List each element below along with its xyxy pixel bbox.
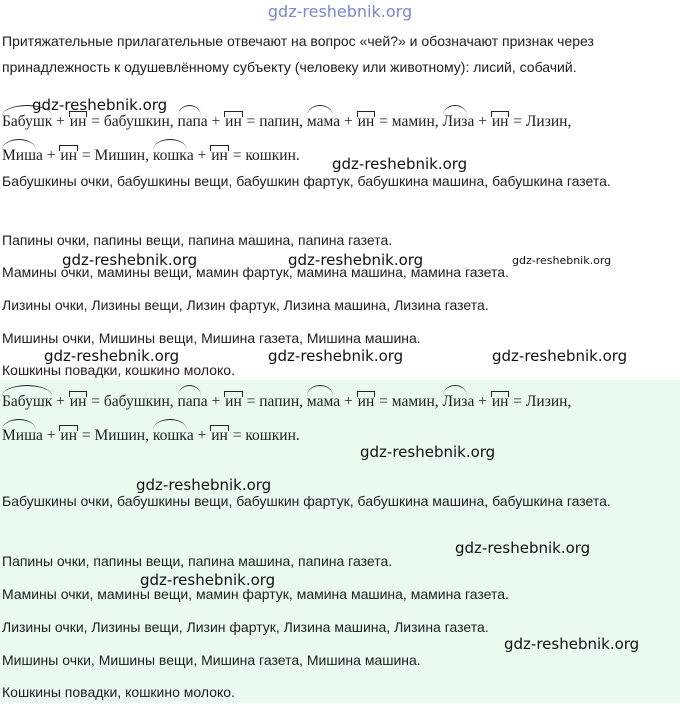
watermark: gdz-reshebnik.org xyxy=(512,254,612,267)
root-mark: мам xyxy=(307,110,333,134)
watermark: gdz-reshebnik.org xyxy=(288,251,424,269)
root-mark: Бабушк xyxy=(2,390,52,414)
site-header[interactable]: gdz-reshebnik.org xyxy=(267,2,413,21)
suffix-mark: ин xyxy=(491,110,510,134)
watermark: gdz-reshebnik.org xyxy=(62,251,198,269)
suffix-mark: ин xyxy=(210,144,229,168)
root-mark: кошк xyxy=(153,144,187,168)
answer-formula-line-2: Миша + ин = Мишин, кошка + ин = кошкин. xyxy=(2,424,678,448)
suffix-mark: ин xyxy=(491,390,510,414)
root-mark: пап xyxy=(178,110,201,134)
suffix-mark: ин xyxy=(224,110,243,134)
sentence-grandma: Бабушкины очки, бабушкины вещи, бабушкин фартук, бабушкина машина, бабушкина газета. xyxy=(2,173,611,189)
watermark: gdz-reshebnik.org xyxy=(32,96,168,114)
root-mark: Миш xyxy=(2,144,36,168)
sentence-cat: Кошкины повадки, кошкино молоко. xyxy=(2,362,235,378)
suffix-mark: ин xyxy=(69,110,88,134)
root-mark: Лиз xyxy=(443,110,468,134)
watermark: gdz-reshebnik.org xyxy=(268,347,404,365)
answer-sentence-liza: Лизины очки, Лизины вещи, Лизин фартук, Лизина машина, Лизина газета. xyxy=(2,619,489,635)
answer-sentence-misha: Мишины очки, Мишины вещи, Мишина газета, Мишина машина. xyxy=(2,652,421,668)
sentence-mama: Мамины очки, мамины вещи, мамин фартук, мамина машина, мамина газета. xyxy=(2,264,509,280)
root-mark: Миш xyxy=(2,424,36,448)
answer-formula-line-1: Бабушк + ин = бабушкин, папа + ин = папин, мама + ин = мамин, Лиза + ин = Лизин, xyxy=(2,390,678,414)
suffix-mark: ин xyxy=(357,390,376,414)
watermark: gdz-reshebnik.org xyxy=(332,155,468,173)
formula-line-1: Бабушк + ин = бабушкин, папа + ин = папин, мама + ин = мамин, Лиза + ин = Лизин, xyxy=(2,110,678,134)
suffix-mark: ин xyxy=(69,390,88,414)
answer-sentence-grandma: Бабушкины очки, бабушкины вещи, бабушкин фартук, бабушкина машина, бабушкина газета. xyxy=(2,493,611,509)
suffix-mark: ин xyxy=(224,390,243,414)
root-mark: Лиз xyxy=(443,390,468,414)
formula-line-2: Миша + ин = Мишин, кошка + ин = кошкин. xyxy=(2,144,678,168)
answer-sentence-mama: Мамины очки, мамины вещи, мамин фартук, мамина машина, мамина газета. xyxy=(2,586,509,602)
intro-paragraph: Притяжательные прилагательные отвечают на вопрос «чей?» и обозначают признак через принадлежность к одушевлённому субъекту (человеку или животному): лисий, собачий. xyxy=(2,33,594,75)
root-mark: Бабушк xyxy=(2,110,52,134)
suffix-mark: ин xyxy=(59,424,78,448)
sentence-papa: Папины очки, папины вещи, папина машина, папина газета. xyxy=(2,232,393,248)
watermark: gdz-reshebnik.org xyxy=(492,347,628,365)
watermark: gdz-reshebnik.org xyxy=(455,539,591,557)
answer-sentence-cat: Кошкины повадки, кошкино молоко. xyxy=(2,684,235,700)
watermark: gdz-reshebnik.org xyxy=(360,443,496,461)
root-mark: кошк xyxy=(153,424,187,448)
watermark: gdz-reshebnik.org xyxy=(504,635,640,653)
watermark: gdz-reshebnik.org xyxy=(140,571,276,589)
sentence-liza: Лизины очки, Лизины вещи, Лизин фартук, Лизина машина, Лизина газета. xyxy=(2,297,489,313)
root-mark: мам xyxy=(307,390,333,414)
suffix-mark: ин xyxy=(59,144,78,168)
root-mark: пап xyxy=(178,390,201,414)
sentence-misha: Мишины очки, Мишины вещи, Мишина газета, Мишина машина. xyxy=(2,330,421,346)
answer-sentence-papa: Папины очки, папины вещи, папина машина, папина газета. xyxy=(2,553,393,569)
suffix-mark: ин xyxy=(357,110,376,134)
suffix-mark: ин xyxy=(210,424,229,448)
watermark: gdz-reshebnik.org xyxy=(136,476,272,494)
watermark: gdz-reshebnik.org xyxy=(44,347,180,365)
